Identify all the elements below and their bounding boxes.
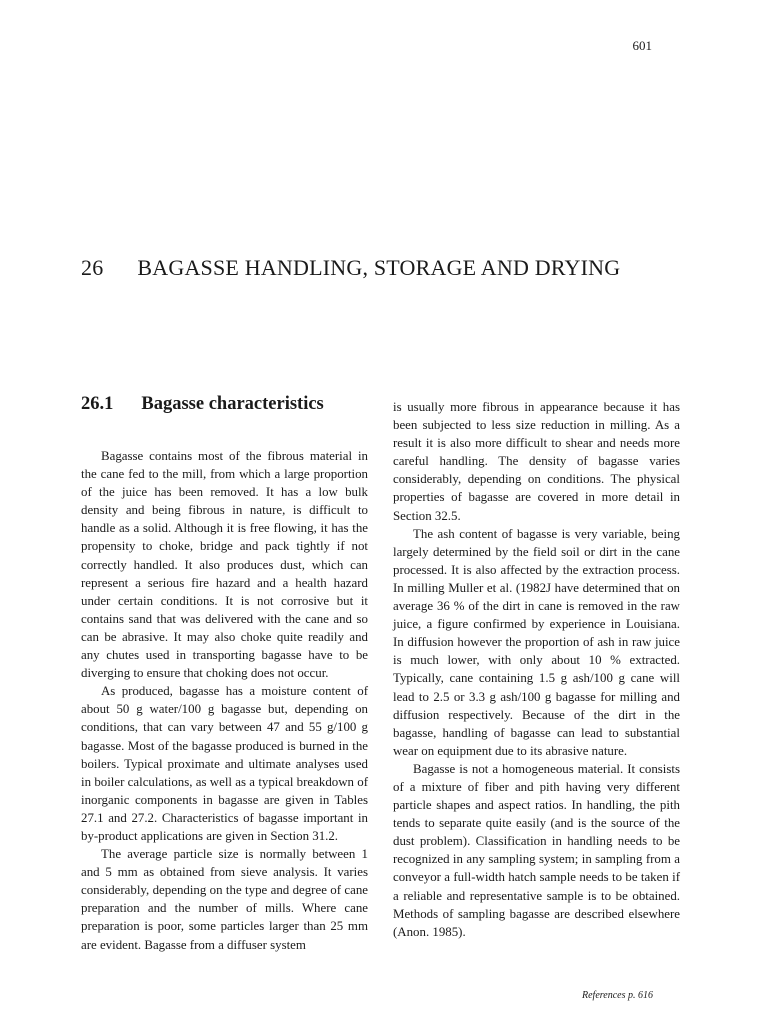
paragraph: Bagasse contains most of the fibrous material in the cane fed to the mill, from which a large proportion of the juice has been removed. It has a low bulk density and being fibrous in nature, is difficult to handle as a solid. Although it is free flowing, it has the propensity to choke, bridge and pack tightly if not correctly handled. It also produces dust, which can represent a serious fire hazard and a health hazard under certain conditions. It is not corrosive but it contains sand that was delivered with the cane and so can be abrasive. It may also choke quite readily and any chutes used in transporting bagasse have to be diverging to ensure that choking does not occur. xyxy=(81,449,368,681)
paragraph: The average particle size is normally between 1 and 5 mm as obtained from sieve analysis. It varies considerably, depending on the type and degree of cane preparation and the number of mills. Where cane preparation is poor, some particles larger than 25 mm are evident. Bagasse from a diffuser system xyxy=(81,847,368,952)
paragraph: As produced, bagasse has a moisture content of about 50 g water/100 g bagasse but, depending on conditions, that can vary between 47 and 55 g/100 g bagasse. Most of the bagasse produced is burned in the boilers. Typical proximate and ultimate analyses used in boiler calculations, as well as a typical breakdown of inorganic components in bagasse are given in Tables 27.1 and 27.2. Characteristics of bagasse important in by-product applications are given in Section 31.2. xyxy=(81,684,368,843)
paragraph: is usually more fibrous in appearance because it has been subjected to less size reduction in milling. As a result it is also more difficult to shear and needs more careful handling. The density of bagasse varies considerably, depending on conditions. The physical properties of bagasse are covered in more detail in Section 32.5. xyxy=(393,400,680,523)
page-number: 601 xyxy=(632,38,652,53)
chapter-number: 26 xyxy=(81,255,104,280)
paragraph: Bagasse is not a homogeneous material. It consists of a mixture of fiber and pith having very different particle shapes and aspect ratios. In handling, the pith tends to separate quite easily (and is the source of the dust problem). Classification in handling needs to be recognized in any sampling system; in sampling from a conveyor a full-width hatch sample needs to be taken if a reliable and representative sample is to be obtained. Methods of sampling bagasse are described elsewhere (Anon. 1985). xyxy=(393,761,680,939)
section-number: 26.1 xyxy=(81,394,114,414)
left-column xyxy=(81,447,368,954)
section-title: Bagasse characteristics xyxy=(141,394,324,414)
references-footer: References p. 616 xyxy=(582,990,653,1001)
right-column xyxy=(393,398,680,941)
chapter-title-text: BAGASSE HANDLING, STORAGE AND DRYING xyxy=(137,255,621,280)
section-heading xyxy=(81,394,324,415)
paragraph: The ash content of bagasse is very variable, being largely determined by the field soil or dirt in the cane processed. It is also affected by the extraction process. In milling Muller et al. (1982J have determined that on average 36 % of the dirt in cane is removed in the raw juice, a figure confirmed by experience in Louisiana. In diffusion however the proportion of ash in raw juice is much lower, with only about 10 % extracted. Typically, cane containing 1.5 g ash/100 g cane will lead to 2.5 or 3.3 g ash/100 g bagasse for milling and diffusion respectively. Because of the dirt in the bagasse, handling of bagasse can lead to substantial wear on equipment due to its abrasive nature. xyxy=(393,526,680,758)
chapter-title xyxy=(81,255,620,281)
